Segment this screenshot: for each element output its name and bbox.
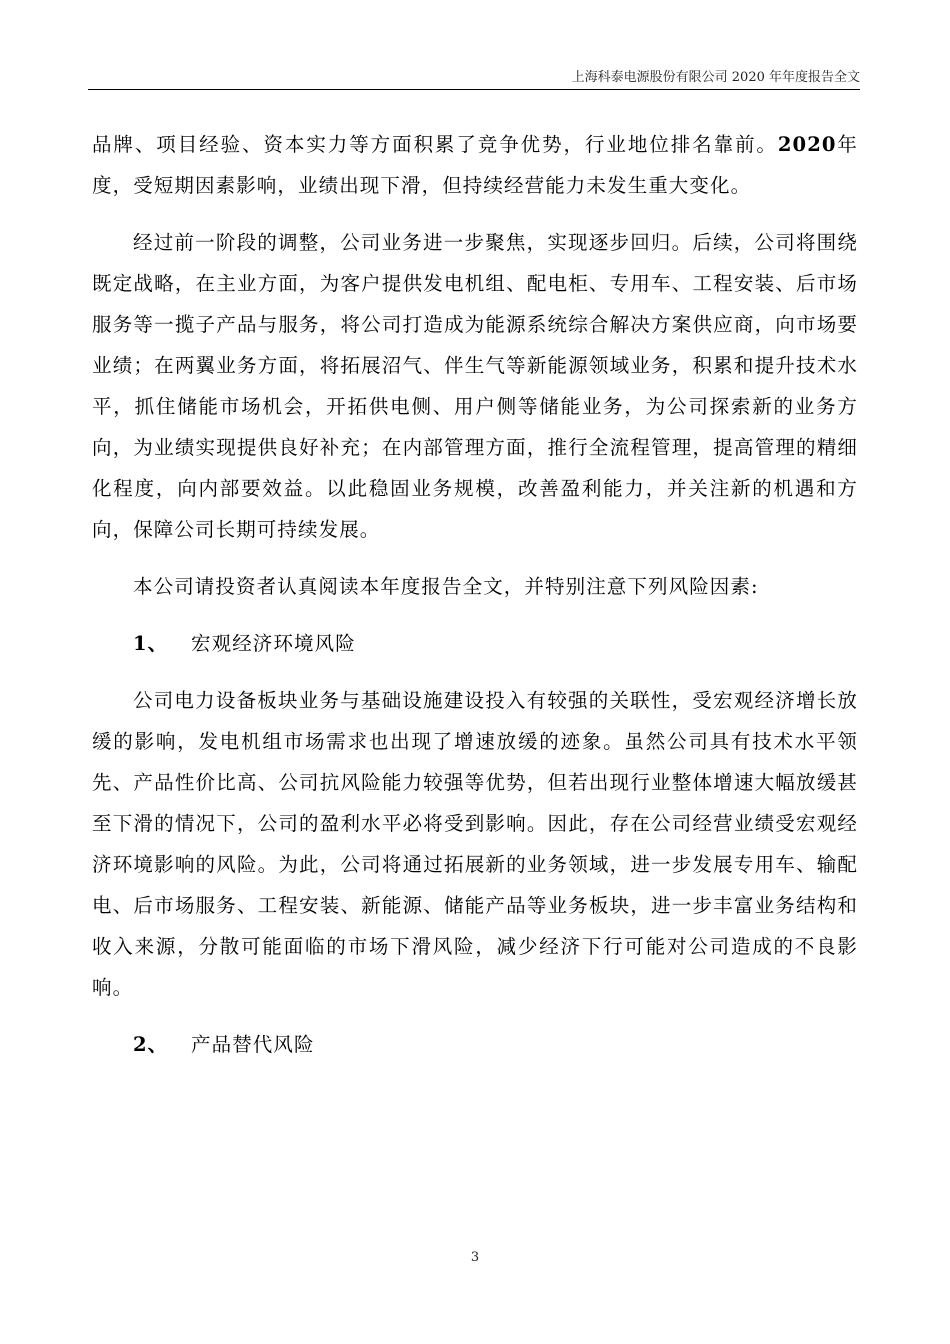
risk-number: 1、 [133, 632, 169, 655]
risk-number: 2、 [133, 1033, 169, 1056]
risk-title: 产品替代风险 [191, 1033, 315, 1056]
paragraph-risk-intro: 本公司请投资者认真阅读本年度报告全文，并特别注意下列风险因素: [133, 575, 759, 598]
paragraph-text: 品牌、项目经验、资本实力等方面积累了竞争优势，行业地位排名靠前。 [92, 133, 778, 156]
document-body [92, 124, 858, 1081]
paragraph-macro-risk: 公司电力设备板块业务与基础设施建设投入有较强的关联性，受宏观经济增长放缓的影响，发电机组市场需求也出现了增速放缓的迹象。虽然公司具有技术水平领先、产品性价比高、公司抗风险能力较强等优势，但若出现行业整体增速大幅放缓甚至下滑的情况下，公司的盈利水平必将受到影响。因此，存在公司经营业绩受宏观经济环境影响的风险。为此，公司将通过拓展新的业务领域，进一步发展专用车、输配电、后市场服务、工程安装、新能源、储能产品等业务板块，进一步丰富业务结构和收入来源，分散可能面临的市场下滑风险，减少经济下行可能对公司造成的不良影响。 [92, 689, 858, 999]
paragraph-text-continued: 年度，受短期因素影响，业绩出现下滑，但持续经营能力未发生重大变化。 [92, 133, 858, 197]
year-highlight: 2020 [777, 133, 837, 156]
paragraph-strategy: 经过前一阶段的调整，公司业务进一步聚焦，实现逐步回归。后续，公司将围绕既定战略，在主业方面，为客户提供发电机组、配电柜、专用车、工程安装、后市场服务等一揽子产品与服务，将公司打造成为能源系统综合解决方案供应商，向市场要业绩；在两翼业务方面，将拓展沼气、伴生气等新能源领域业务，积累和提升技术水平，抓住储能市场机会，开拓供电侧、用户侧等储能业务，为公司探索新的业务方向，为业绩实现提供良好补充；在内部管理方面，推行全流程管理，提高管理的精细化程度，向内部要效益。以此稳固业务规模，改善盈利能力，并关注新的机遇和方向，保障公司长期可持续发展。 [92, 231, 858, 541]
risk-heading-macro [92, 623, 858, 664]
risk-heading-product-substitution [92, 1024, 858, 1065]
risk-title: 宏观经济环境风险 [191, 632, 356, 655]
header-divider [88, 89, 860, 90]
paragraph-competitive-position [92, 124, 858, 206]
page-number: 3 [470, 1250, 480, 1265]
page-header-title: 上海科泰电源股份有限公司 2020 年年度报告全文 [571, 70, 860, 85]
